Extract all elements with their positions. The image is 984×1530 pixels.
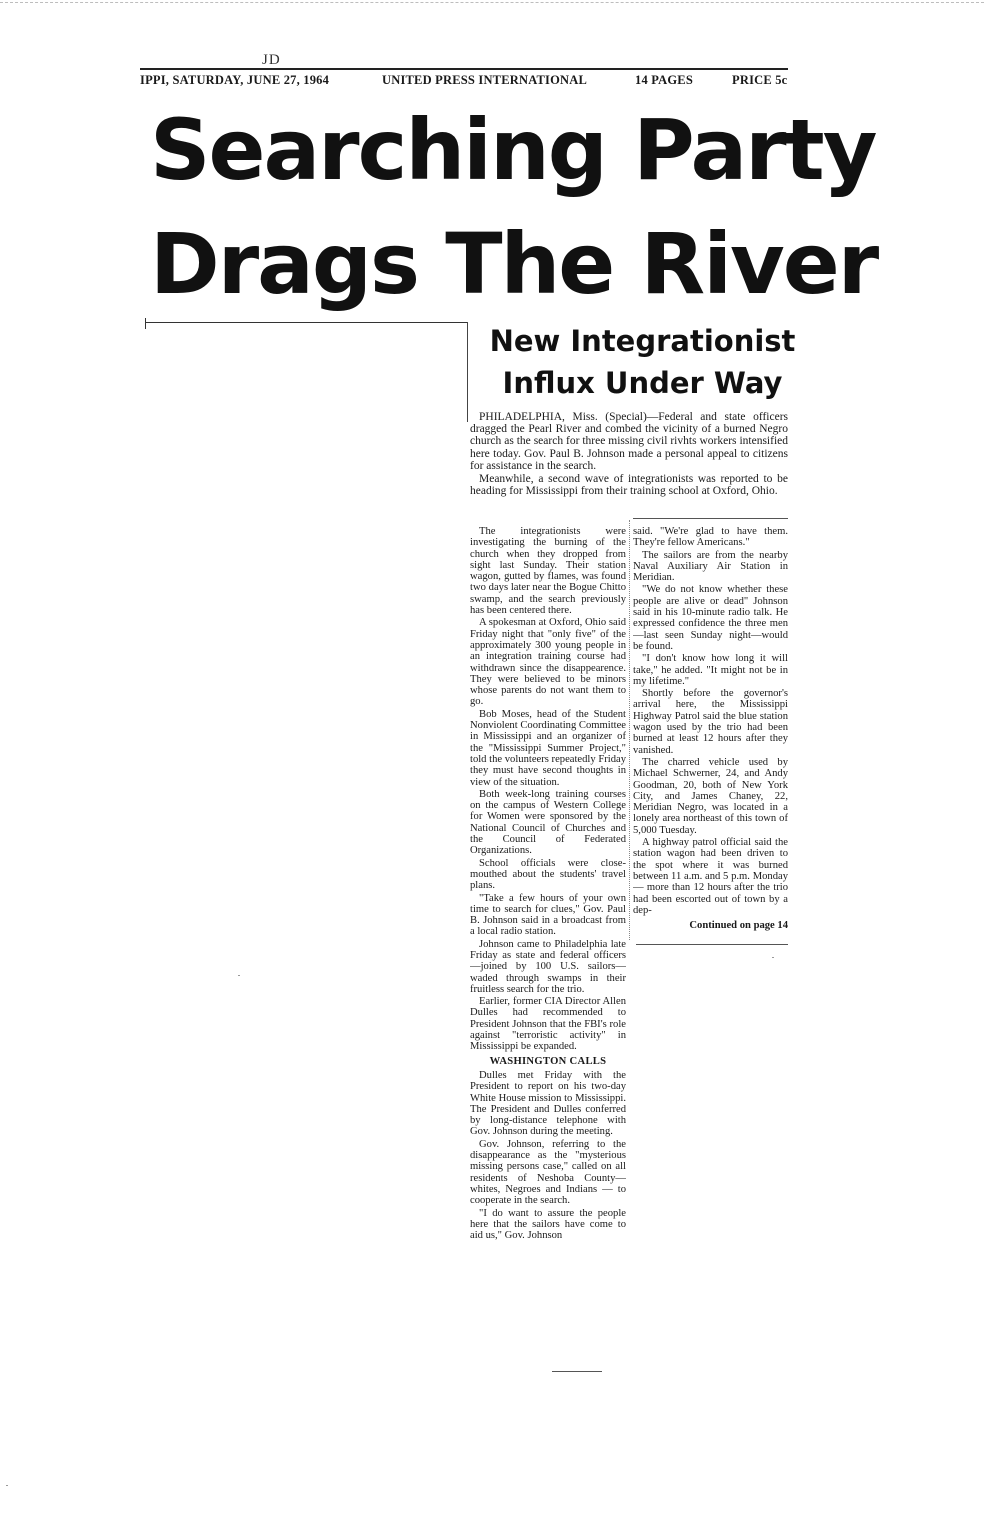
scan-speck: [772, 957, 774, 958]
article-paragraph: "I don't know how long it will take," he added. "It might not be in my lifetime.": [633, 653, 788, 687]
article-paragraph: School officials were close-mouthed about the students' travel plans.: [470, 857, 626, 892]
masthead-agency: UNITED PRESS INTERNATIONAL: [382, 73, 588, 87]
masthead-location-date: IPPI, SATURDAY, JUNE 27, 1964: [140, 73, 330, 87]
masthead-rule: [140, 68, 788, 70]
article-column-1: [470, 526, 626, 1374]
page-edge-border: [0, 2, 984, 3]
handwritten-mark: JD: [262, 52, 281, 68]
article-paragraph: The sailors are from the nearby Naval Auxiliary Air Station in Meridian.: [633, 549, 788, 584]
article-paragraph: Bob Moses, head of the Student Nonviolent Coordinating Committee in Mississippi and an organizer of the "Mississippi Summer Project," told the volunteers repeatedly Friday they must have second thoughts in view of the situation.: [470, 708, 626, 788]
masthead-price: PRICE 5c: [732, 73, 788, 87]
lead-paragraph: Meanwhile, a second wave of integrationists was reported to be heading for Mississippi from their training school at Oxford, Ohio.: [470, 473, 788, 498]
subhead-line-1: New Integrationist: [489, 324, 796, 358]
article-paragraph: A spokesman at Oxford, Ohio said Friday night that "only five" of the approximately 300 young people in an integration training course had withdrawn since the disappearence. They were believed to be minors whose parents do not want them to go.: [470, 617, 626, 708]
column-top-rule: [633, 518, 788, 519]
headline-line-2: Drags The River: [150, 215, 878, 313]
article-end-rule: [552, 1371, 602, 1372]
article-paragraph: A highway patrol official said the station wagon had been driven to the spot where it was burned between 11 a.m. and 5 p.m. Monday — more than 12 hours after the trio had been escorted out of town by a dep-: [633, 837, 788, 916]
section-rule: [145, 322, 467, 323]
scan-speck: [6, 1485, 8, 1486]
article-paragraph: Earlier, former CIA Director Allen Dulles had recommended to President Johnson that the FBI's role against "terroristic activity" in Mississippi be expanded.: [470, 996, 626, 1053]
continued-notice: Continued on page 14: [689, 920, 788, 932]
section-rule-tick: [145, 318, 146, 329]
article-lead: [470, 411, 788, 498]
masthead-pages: 14 PAGES: [635, 73, 693, 87]
article-paragraph: "I do want to assure the people here that the sailors have come to aid us," Gov. Johnson: [470, 1207, 626, 1242]
article-paragraph: Shortly before the governor's arrival here, the Mississippi Highway Patrol said the blue station wagon used by the trio had been burned at least 12 hours after they vanished.: [633, 688, 788, 756]
column-end-rule: [636, 944, 788, 945]
article-paragraph: said. "We're glad to have them. They're fellow Americans.": [633, 526, 788, 549]
column-separator: [629, 520, 631, 940]
lead-paragraph: PHILADELPHIA, Miss. (Special)—Federal and state officers dragged the Pearl River and combed the vicinity of a burned Negro church as the search for three missing civil rivhts workers intensified here today. Gov. Paul B. Johnson made a personal appeal to citizens for assistance in the search.: [470, 411, 788, 472]
headline-line-1: Searching Party: [150, 101, 876, 199]
column-rule: [467, 322, 468, 422]
subhead: [470, 320, 815, 404]
subhead-line-2: Influx Under Way: [502, 366, 783, 400]
article-paragraph: Johnson came to Philadelphia late Friday as state and federal officers—joined by 100 U.S. sailors—waded through swamps in their fruitless search for the trio.: [470, 938, 626, 995]
article-paragraph: The charred vehicle used by Michael Schwerner, 24, and Andy Goodman, 20, both of New York City, and James Chaney, 22, Meridian Negro, was located in a lonely area northeast of this town of 5,000 Tuesday.: [633, 756, 788, 836]
article-paragraph: The integrationists were investigating the burning of the church when they dropped from sight last Sunday. Their station wagon, gutted by flames, was found two days later near the Bogue Chitto swamp, and the search previously has been centered there.: [470, 526, 626, 617]
article-paragraph: "Take a few hours of your own time to search for clues," Gov. Paul B. Johnson said in a broadcast from a local radio station.: [470, 892, 626, 938]
article-paragraph: "We do not know whether these people are alive or dead" Johnson said in his 10-minute radio talk. He expressed confidence the three men—last seen Sunday night—would be found.: [633, 584, 788, 652]
masthead-dateline: [140, 73, 790, 89]
article-paragraph: Dulles met Friday with the President to report on his two-day White House mission to Mississippi. The President and Dulles conferred by long-distance telephone with Gov. Johnson during the meeting.: [470, 1069, 626, 1138]
article-paragraph: Gov. Johnson, referring to the disappearance as the "mysterious missing persons case," called on all residents of Neshoba County—whites, Negroes and Indians — to cooperate in the search.: [470, 1138, 626, 1207]
article-paragraph: Both week-long training courses on the campus of Western College for Women were sponsored by the National Council of Churches and the Council of Federated Organizations.: [470, 788, 626, 857]
article-column-2: [633, 526, 788, 946]
scan-speck: [238, 975, 240, 976]
inline-subhead: WASHINGTON CALLS: [489, 1055, 607, 1067]
